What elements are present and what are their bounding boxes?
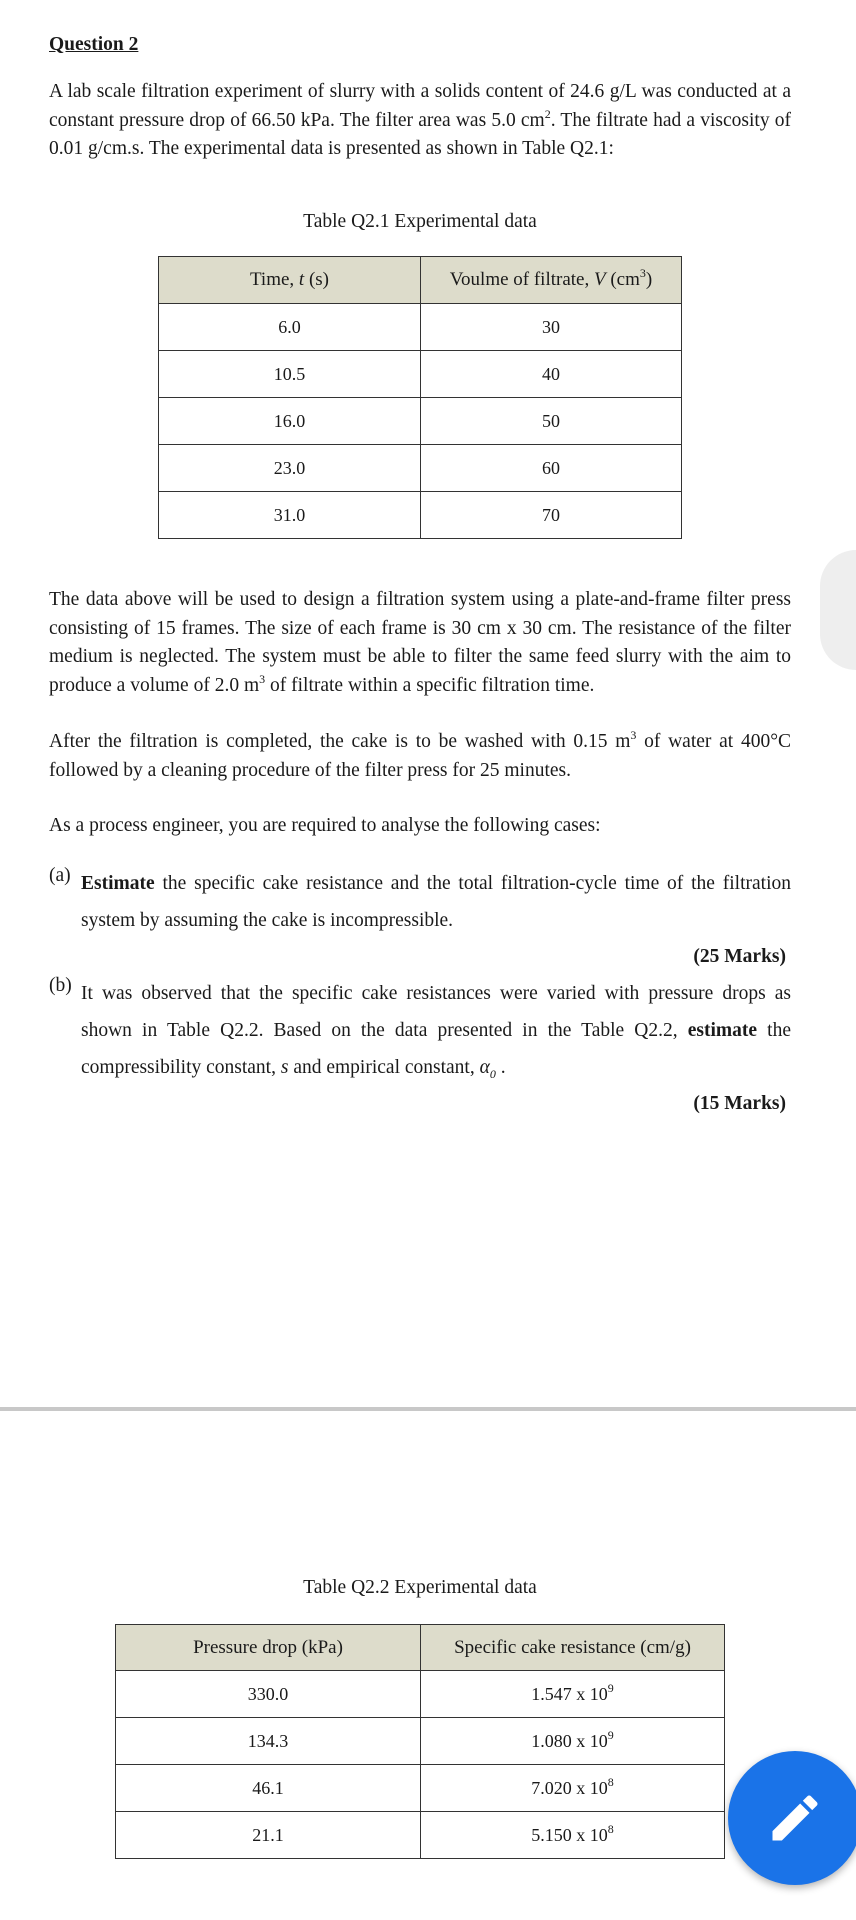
part-a-marks: (25 Marks) — [693, 946, 786, 967]
edit-pencil-icon — [765, 1788, 825, 1848]
intro-paragraph: A lab scale filtration experiment of slurry with a solids content of 24.6 g/L was conducted at a constant pressure drop of 66.50 kPa. The filter area was 5.0 $cm^2$. The filtrate had a viscosity of 0.01 g/cm.s. The experimental data is presented as shown in Table Q2.1: — [49, 81, 791, 159]
volume-cell: 60 — [421, 445, 682, 492]
wash-paragraph: After the filtration is completed, the cake is to be washed with 0.15 $m^3$ of water at 400°C followed by a cleaning procedure of the filter press for 25 minutes. — [49, 728, 791, 781]
table1 — [158, 256, 682, 539]
table2-col-pressure: Pressure drop (kPa) — [116, 1625, 421, 1671]
volume-cell: 40 — [421, 351, 682, 398]
part-b-label: (b) — [49, 975, 72, 996]
table-row — [159, 445, 682, 492]
part-a-label: (a) — [49, 865, 71, 886]
table-row — [159, 304, 682, 351]
part-a-text: Estimate the specific cake resistance and the total filtration-cycle time of the filtration system by assuming the cake is incompressible. — [81, 873, 791, 931]
table2-caption: Table Q2.2 Experimental data — [303, 1577, 537, 1598]
table1-caption: Table Q2.1 Experimental data — [303, 211, 537, 232]
table1-col-time: Time, t (s) — [159, 257, 421, 304]
volume-cell: 50 — [421, 398, 682, 445]
design-paragraph: The data above will be used to design a filtration system using a plate-and-frame filter press consisting of 15 frames. The size of each frame is 30 cm x 30 cm. The resistance of the filter medium is neglected. The system must be able to filter the same feed slurry with the aim to produce a volume of 2.0 $m^3$ of filtrate within a specific filtration time. — [49, 589, 791, 696]
table-row — [116, 1765, 725, 1812]
time-cell: 10.5 — [159, 351, 421, 398]
resistance-cell: 7.020 x $10^8$ — [421, 1765, 725, 1812]
table-row — [159, 492, 682, 539]
resistance-cell: 1.547 x $10^9$ — [421, 1671, 725, 1718]
instruction-text: As a process engineer, you are required to analyse the following cases: — [49, 815, 601, 836]
resistance-cell: 5.150 x $10^8$ — [421, 1812, 725, 1859]
time-cell: 16.0 — [159, 398, 421, 445]
table2-col-resistance: Specific cake resistance (cm/g) — [421, 1625, 725, 1671]
volume-cell: 30 — [421, 304, 682, 351]
table2-header-row — [116, 1625, 725, 1671]
time-cell: 23.0 — [159, 445, 421, 492]
volume-cell: 70 — [421, 492, 682, 539]
part-b-text: It was observed that the specific cake resistances were varied with pressure drops as shown in Table Q2.2. Based on the data presented in the Table Q2.2, estimate the compressibility constant, s and empirical constant, $\alpha_0$ . — [81, 983, 791, 1081]
pressure-cell: 46.1 — [116, 1765, 421, 1812]
table1-header-row — [159, 257, 682, 304]
table1-col-volume: Voulme of filtrate, V $(cm^3)$ — [421, 257, 682, 304]
time-cell: 31.0 — [159, 492, 421, 539]
table-row — [116, 1671, 725, 1718]
time-cell: 6.0 — [159, 304, 421, 351]
table-row — [116, 1812, 725, 1859]
table-row — [159, 398, 682, 445]
pressure-cell: 21.1 — [116, 1812, 421, 1859]
question-title: Question 2 — [49, 34, 139, 55]
table-row — [159, 351, 682, 398]
part-b-marks: (15 Marks) — [693, 1093, 786, 1114]
edit-fab-button[interactable] — [728, 1751, 856, 1885]
pressure-cell: 134.3 — [116, 1718, 421, 1765]
resistance-cell: 1.080 x $10^9$ — [421, 1718, 725, 1765]
page-divider — [0, 1407, 856, 1411]
pressure-cell: 330.0 — [116, 1671, 421, 1718]
table-row — [116, 1718, 725, 1765]
table2 — [115, 1624, 725, 1859]
edge-handle[interactable] — [820, 550, 856, 670]
